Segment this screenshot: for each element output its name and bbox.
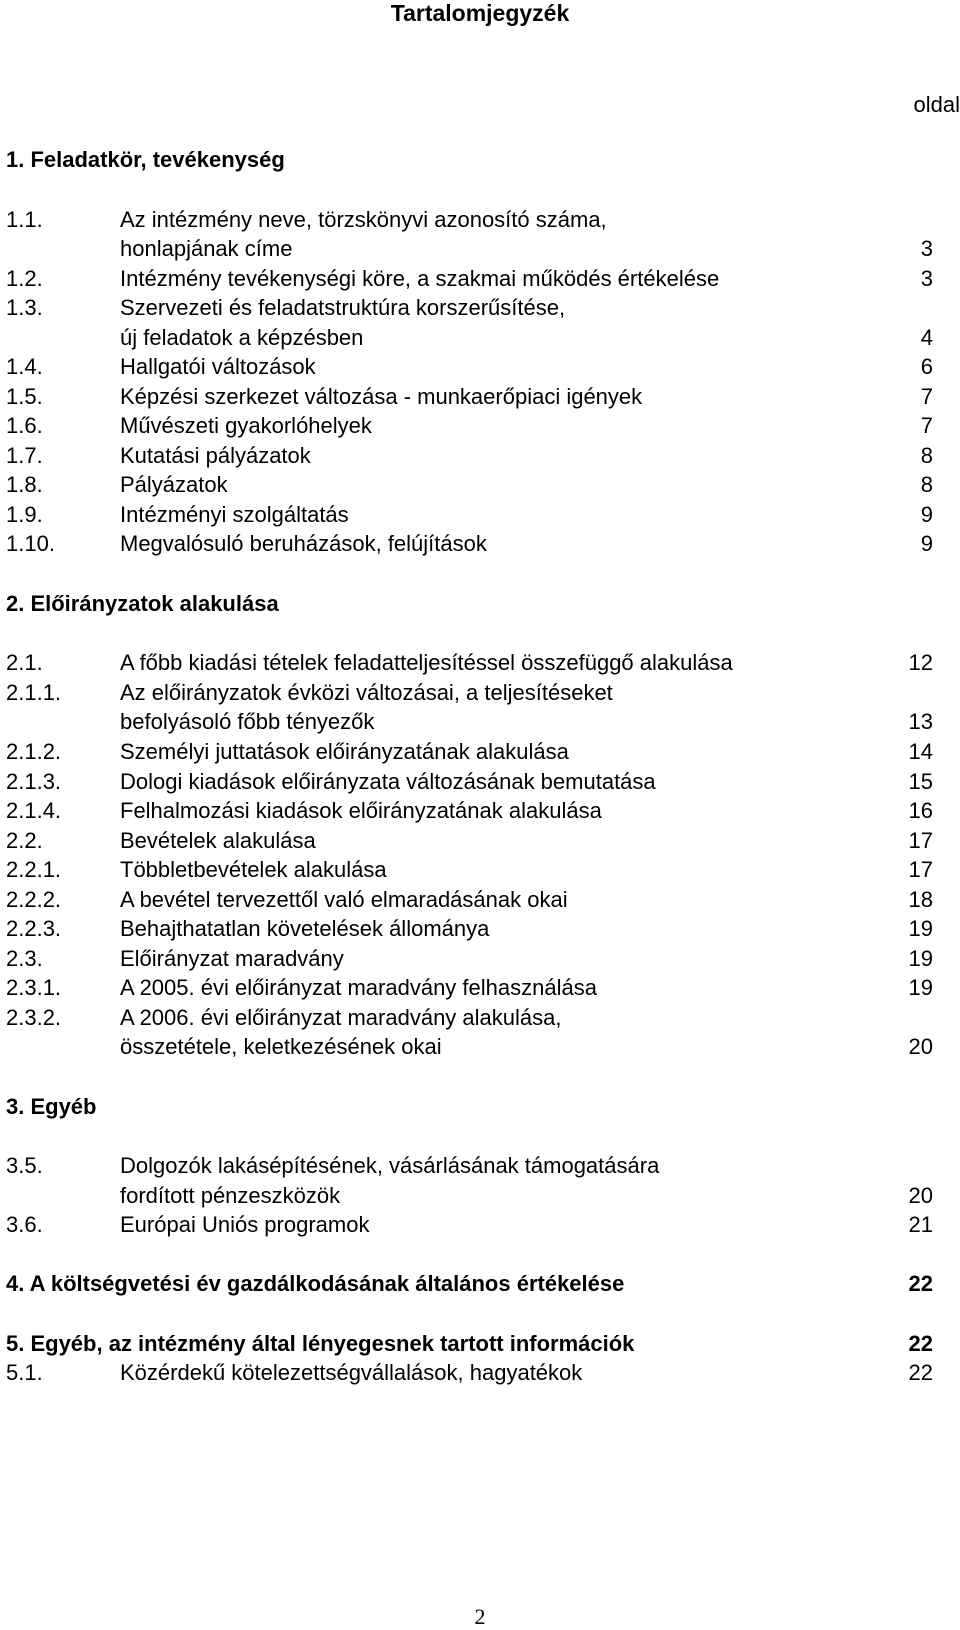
toc-entry-title: Képzési szerkezet változása - munkaerőpiaci igények: [120, 384, 643, 409]
page-number: 2: [474, 1604, 486, 1629]
toc-entry-title: Behajthatatlan követelések állománya: [120, 916, 490, 941]
toc-entry: [0, 1181, 960, 1211]
toc-entry-number: 2.3.1.: [6, 975, 62, 1000]
toc-entry-title: Felhalmozási kiadások előirányzatának alakulása: [120, 798, 602, 823]
toc-entry-number: 2.1.: [6, 650, 43, 675]
toc-entry-number: 3.5.: [6, 1153, 43, 1178]
toc-entry-page: 17: [908, 828, 933, 853]
toc-entry-title: Előirányzat maradvány: [120, 946, 344, 971]
toc-entry-number: 1.7.: [6, 443, 43, 468]
toc-entry-title: új feladatok a képzésben: [120, 325, 364, 350]
toc-entry-number: 1.6.: [6, 413, 43, 438]
toc-entry-title: A 2006. évi előirányzat maradvány alakulása,: [120, 1005, 562, 1030]
toc-entry-page: 8: [920, 472, 933, 497]
toc-entry: [0, 411, 960, 441]
toc-entry-page: 7: [920, 413, 933, 438]
toc-entry: [0, 973, 960, 1003]
toc-entry-number: 1.10.: [6, 531, 55, 556]
toc-entry-number: 2.3.: [6, 946, 43, 971]
toc-entry: [0, 441, 960, 471]
toc-entry: [0, 885, 960, 915]
toc-entry-number: 2.2.2.: [6, 887, 62, 912]
toc-entry-number: 2.1.1.: [6, 680, 62, 705]
toc-entry: [0, 293, 960, 323]
toc-entry: [0, 648, 960, 678]
toc-entry-title: honlapjának címe: [120, 236, 293, 261]
toc-entry-number: 1.8.: [6, 472, 43, 497]
toc-entry-number: 3.6.: [6, 1212, 43, 1237]
toc-entry-page: 20: [908, 1183, 933, 1208]
toc-entry-title: Kutatási pályázatok: [120, 443, 311, 468]
toc-entry: [0, 264, 960, 294]
toc-entry-page: 22: [908, 1331, 933, 1356]
toc-entry-title: 3. Egyéb: [6, 1094, 97, 1119]
toc-section-heading: [0, 1329, 960, 1359]
toc-entry-title: Intézményi szolgáltatás: [120, 502, 349, 527]
toc-entry-title: fordított pénzeszközök: [120, 1183, 341, 1208]
toc-entry-title: Hallgatói változások: [120, 354, 316, 379]
toc-entry: [0, 1032, 960, 1062]
toc-entry-title: A 2005. évi előirányzat maradvány felhasználása: [120, 975, 597, 1000]
toc-entry-page: 8: [920, 443, 933, 468]
toc-entry-number: 2.2.3.: [6, 916, 62, 941]
toc-entry-page: 6: [920, 354, 933, 379]
toc-entry-number: 5.1.: [6, 1360, 43, 1385]
toc-entry: [0, 678, 960, 708]
toc-entry-page: 9: [920, 502, 933, 527]
toc-entry-title: 2. Előirányzatok alakulása: [6, 591, 279, 616]
toc-entry: [0, 796, 960, 826]
toc-entry-page: 21: [908, 1212, 933, 1237]
toc-entry: [0, 1210, 960, 1240]
toc-entry: [0, 826, 960, 856]
toc-entry: [0, 1003, 960, 1033]
toc-entry-page: 4: [920, 325, 933, 350]
toc-entry-page: 19: [908, 916, 933, 941]
toc-entry: [0, 205, 960, 235]
toc-entry-page: 13: [908, 709, 933, 734]
toc-entry-page: 18: [908, 887, 933, 912]
toc-entry-page: 22: [908, 1271, 933, 1296]
toc-entry: [0, 855, 960, 885]
toc-entry: [0, 323, 960, 353]
toc-entry-page: 9: [920, 531, 933, 556]
toc-entry-title: Szervezeti és feladatstruktúra korszerűsítése,: [120, 295, 566, 320]
toc-section-heading: [0, 1092, 960, 1122]
toc-entry: [0, 382, 960, 412]
toc-entry-title: Közérdekű kötelezettségvállalások, hagyatékok: [120, 1360, 583, 1385]
toc-entry-title: Pályázatok: [120, 472, 228, 497]
toc-entry-title: Bevételek alakulása: [120, 828, 316, 853]
toc-entry: [0, 737, 960, 767]
toc-entry-page: 22: [908, 1360, 933, 1385]
toc-entry-title: Az intézmény neve, törzskönyvi azonosító száma,: [120, 207, 607, 232]
toc-entry: [0, 767, 960, 797]
toc-entry-title: Európai Uniós programok: [120, 1212, 370, 1237]
toc-entry-page: 19: [908, 946, 933, 971]
toc-entry-page: 3: [920, 266, 933, 291]
toc-entry-number: 1.9.: [6, 502, 43, 527]
toc-entry-page: 14: [908, 739, 933, 764]
toc-entry-title: Dologi kiadások előirányzata változásának bemutatása: [120, 769, 656, 794]
toc-entry-page: 20: [908, 1034, 933, 1059]
toc-entry-title: Többletbevételek alakulása: [120, 857, 387, 882]
toc-entry: [0, 529, 960, 559]
toc-entry-number: 1.2.: [6, 266, 43, 291]
toc-entry-page: 17: [908, 857, 933, 882]
toc-entry-page: 19: [908, 975, 933, 1000]
toc-entry-number: 2.2.: [6, 828, 43, 853]
toc-entry: [0, 500, 960, 530]
toc-section-heading: [0, 589, 960, 619]
toc-entry-title: 4. A költségvetési év gazdálkodásának általános értékelése: [6, 1271, 625, 1296]
toc-entry-page: 7: [920, 384, 933, 409]
page-title: Tartalomjegyzék: [390, 0, 570, 26]
toc-entry: [0, 352, 960, 382]
toc-entry-title: Dolgozók lakásépítésének, vásárlásának támogatására: [120, 1153, 660, 1178]
toc-entry-title: A bevétel tervezettől való elmaradásának okai: [120, 887, 568, 912]
toc-entry-number: 1.3.: [6, 295, 43, 320]
toc-entry-title: Személyi juttatások előirányzatának alakulása: [120, 739, 569, 764]
toc-entry-page: 16: [908, 798, 933, 823]
toc-entry: [0, 1151, 960, 1181]
toc-entry: [0, 914, 960, 944]
toc-entry-title: összetétele, keletkezésének okai: [120, 1034, 442, 1059]
toc-section-heading: [0, 1269, 960, 1299]
toc-entry-number: 2.1.2.: [6, 739, 62, 764]
toc-entry: [0, 470, 960, 500]
toc-entry-number: 2.3.2.: [6, 1005, 62, 1030]
toc-entry-page: 3: [920, 236, 933, 261]
toc-entry-number: 2.1.4.: [6, 798, 62, 823]
toc-entry: [0, 1358, 960, 1388]
toc-entry-number: 1.1.: [6, 207, 43, 232]
toc-entry-title: A főbb kiadási tételek feladatteljesítéssel összefüggő alakulása: [120, 650, 733, 675]
toc-entry-number: 2.1.3.: [6, 769, 62, 794]
toc-entry-title: 5. Egyéb, az intézmény által lényegesnek tartott információk: [6, 1331, 635, 1356]
toc-entry: [0, 707, 960, 737]
toc-entry: [0, 944, 960, 974]
toc-entry-title: Az előirányzatok évközi változásai, a teljesítéseket: [120, 680, 613, 705]
toc-entry-page: 15: [908, 769, 933, 794]
toc-entry-number: 1.5.: [6, 384, 43, 409]
toc-entry-number: 2.2.1.: [6, 857, 62, 882]
toc-section-heading: [0, 145, 960, 175]
toc-entry-title: Megvalósuló beruházások, felújítások: [120, 531, 487, 556]
toc-entry-title: Intézmény tevékenységi köre, a szakmai működés értékelése: [120, 266, 720, 291]
toc-entry: [0, 234, 960, 264]
toc-entry-title: Művészeti gyakorlóhelyek: [120, 413, 372, 438]
toc-entry-title: 1. Feladatkör, tevékenység: [6, 147, 285, 172]
toc-entry-title: befolyásoló főbb tényezők: [120, 709, 375, 734]
page-column-label: oldal: [913, 92, 960, 117]
toc-entry-number: 1.4.: [6, 354, 43, 379]
toc-entry-page: 12: [908, 650, 933, 675]
